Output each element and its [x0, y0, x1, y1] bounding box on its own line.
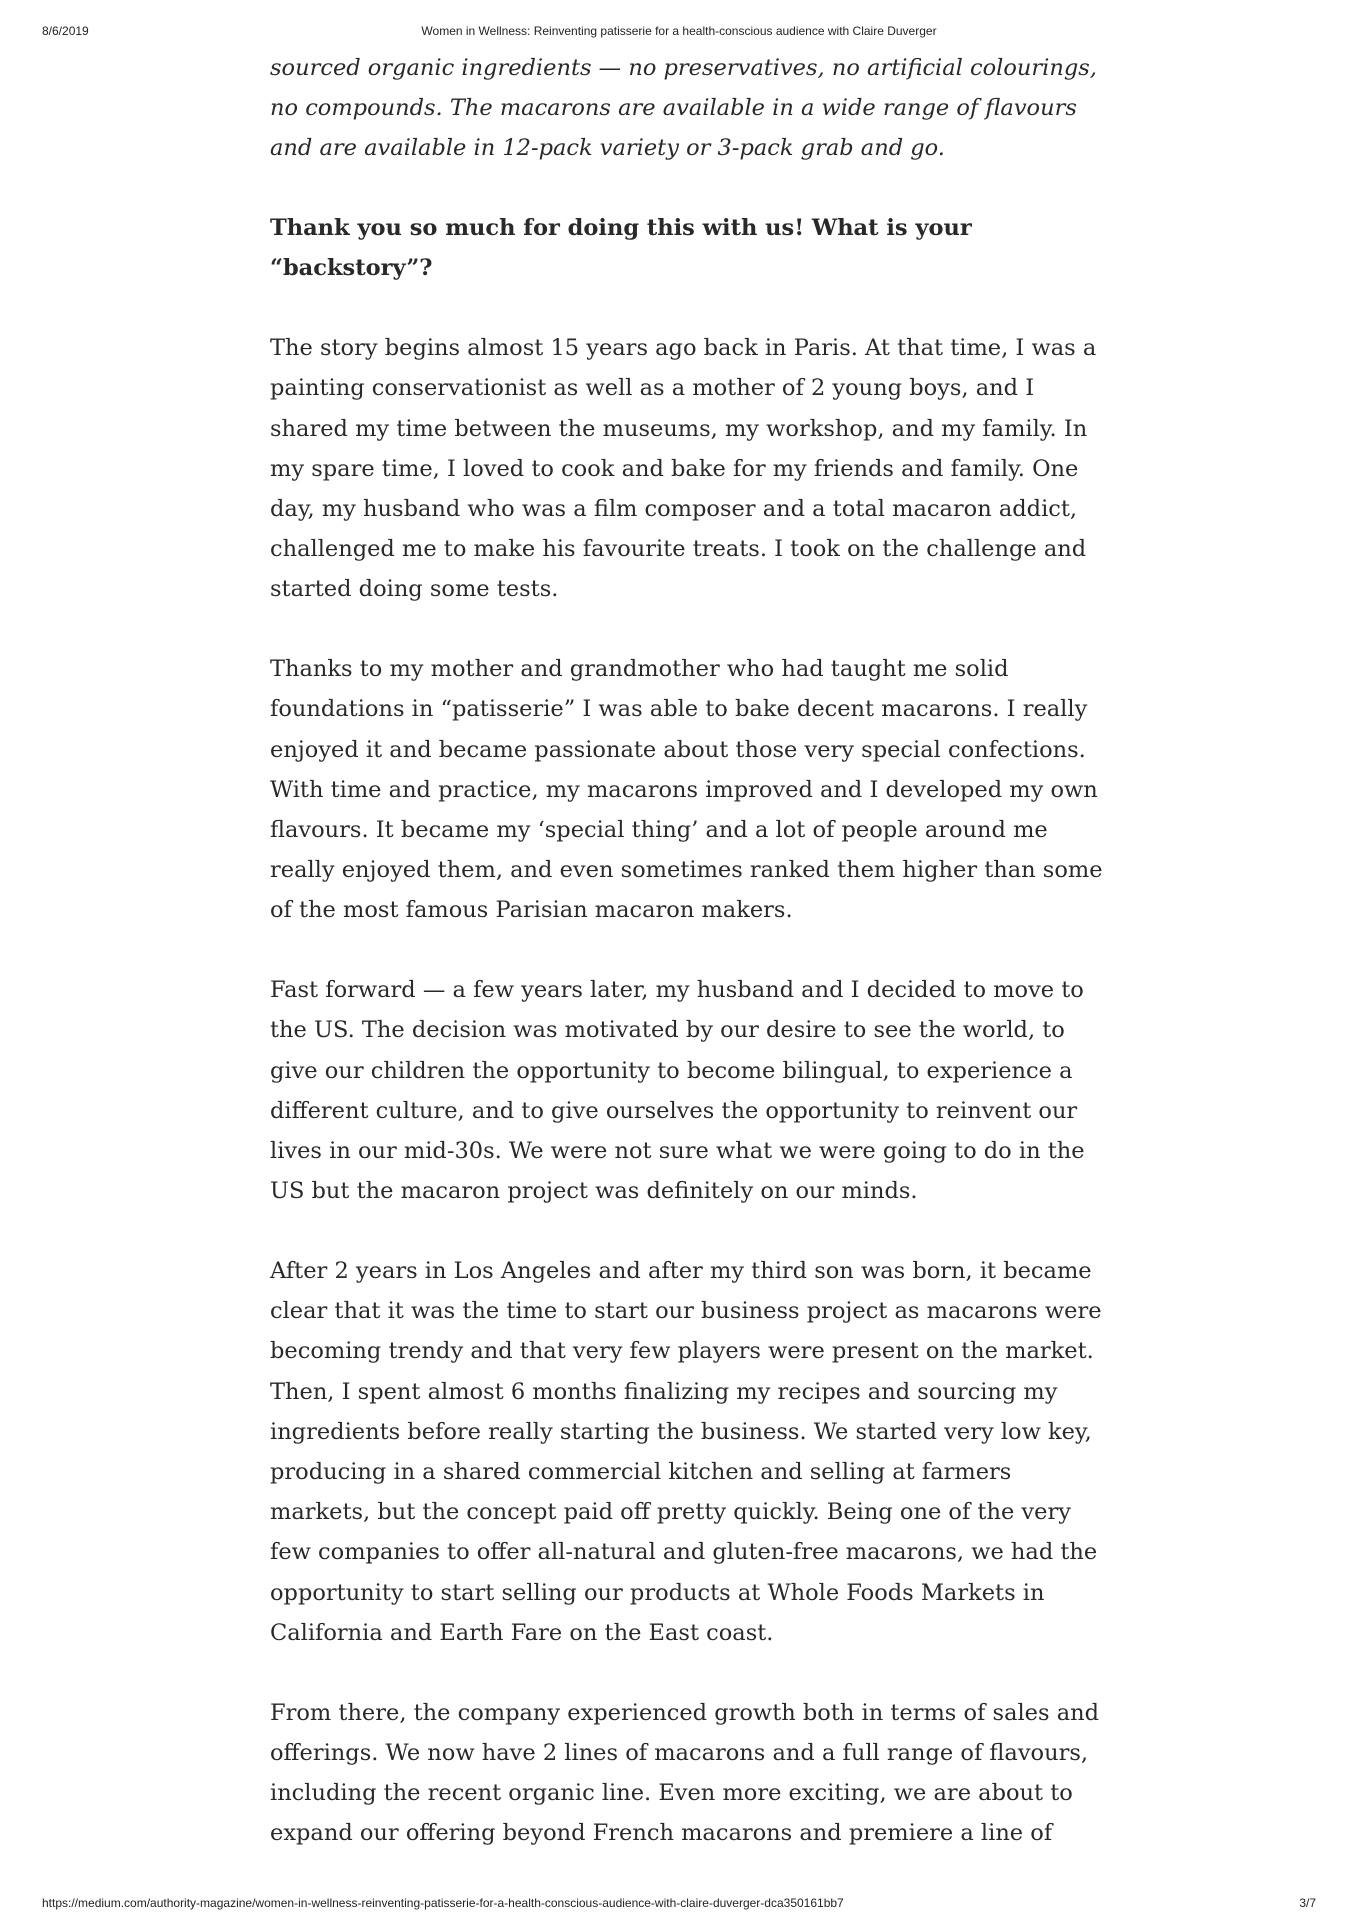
article-body: [270, 48, 1110, 1893]
print-page-title: Women in Wellness: Reinventing patisserie for a health-conscious audience with Claire Duverger: [421, 24, 937, 38]
page-number: 3/7: [1299, 1896, 1316, 1910]
answer-paragraph-5: From there, the company experienced growth both in terms of sales and offerings. We now have 2 lines of macarons and a full range of flavours, including the recent organic line. Even more exciting, we are about to expand our offering beyond French macarons and premiere a line of: [270, 1699, 1100, 1847]
intro-paragraph: sourced organic ingredients — no preservatives, no artificial colourings, no compounds. The macarons are available in a wide range of flavours and are available in 12-pack variety or 3-pack grab and go.: [270, 55, 1097, 162]
print-date: 8/6/2019: [42, 24, 89, 38]
answer-paragraph-1: The story begins almost 15 years ago back in Paris. At that time, I was a painting conservationist as well as a mother of 2 young boys, and I shared my time between the museums, my workshop, and my family. In my spare time, I loved to cook and bake for my friends and family. One day, my husband who was a film composer and a total macaron addict, challenged me to make his favourite treats. I took on the challenge and started doing some tests.: [270, 335, 1097, 603]
page-url: https://medium.com/authority-magazine/women-in-wellness-reinventing-patisserie-for-a-health-conscious-audience-with-claire-duverger-dca350161bb7: [42, 1896, 844, 1910]
answer-paragraph-4: After 2 years in Los Angeles and after my third son was born, it became clear that it was the time to start our business project as macarons were becoming trendy and that very few players were present on the market. Then, I spent almost 6 months finalizing my recipes and sourcing my ingredients before really starting the business. We started very low key, producing in a shared commercial kitchen and selling at farmers markets, but the concept paid off pretty quickly. Being one of the very few companies to offer all-natural and gluten-free macarons, we had the opportunity to start selling our products at Whole Foods Markets in California and Earth Fare on the East coast.: [270, 1258, 1102, 1646]
print-header: [0, 24, 1358, 40]
answer-paragraph-2: Thanks to my mother and grandmother who had taught me solid foundations in “patisserie” I was able to bake decent macarons. I really enjoyed it and became passionate about those very special confections. With time and practice, my macarons improved and I developed my own flavours. It became my ‘special thing’ and a lot of people around me really enjoyed them, and even sometimes ranked them higher than some of the most famous Parisian macaron makers.: [270, 656, 1103, 924]
print-footer: [0, 1896, 1358, 1912]
answer-paragraph-3: Fast forward — a few years later, my husband and I decided to move to the US. The decision was motivated by our desire to see the world, to give our children the opportunity to become bilingual, to experience a different culture, and to give ourselves the opportunity to reinvent our lives in our mid-30s. We were not sure what we were going to do in the US but the macaron project was definitely on our minds.: [270, 977, 1085, 1205]
interview-question: Thank you so much for doing this with us! What is your “backstory”?: [270, 215, 972, 282]
